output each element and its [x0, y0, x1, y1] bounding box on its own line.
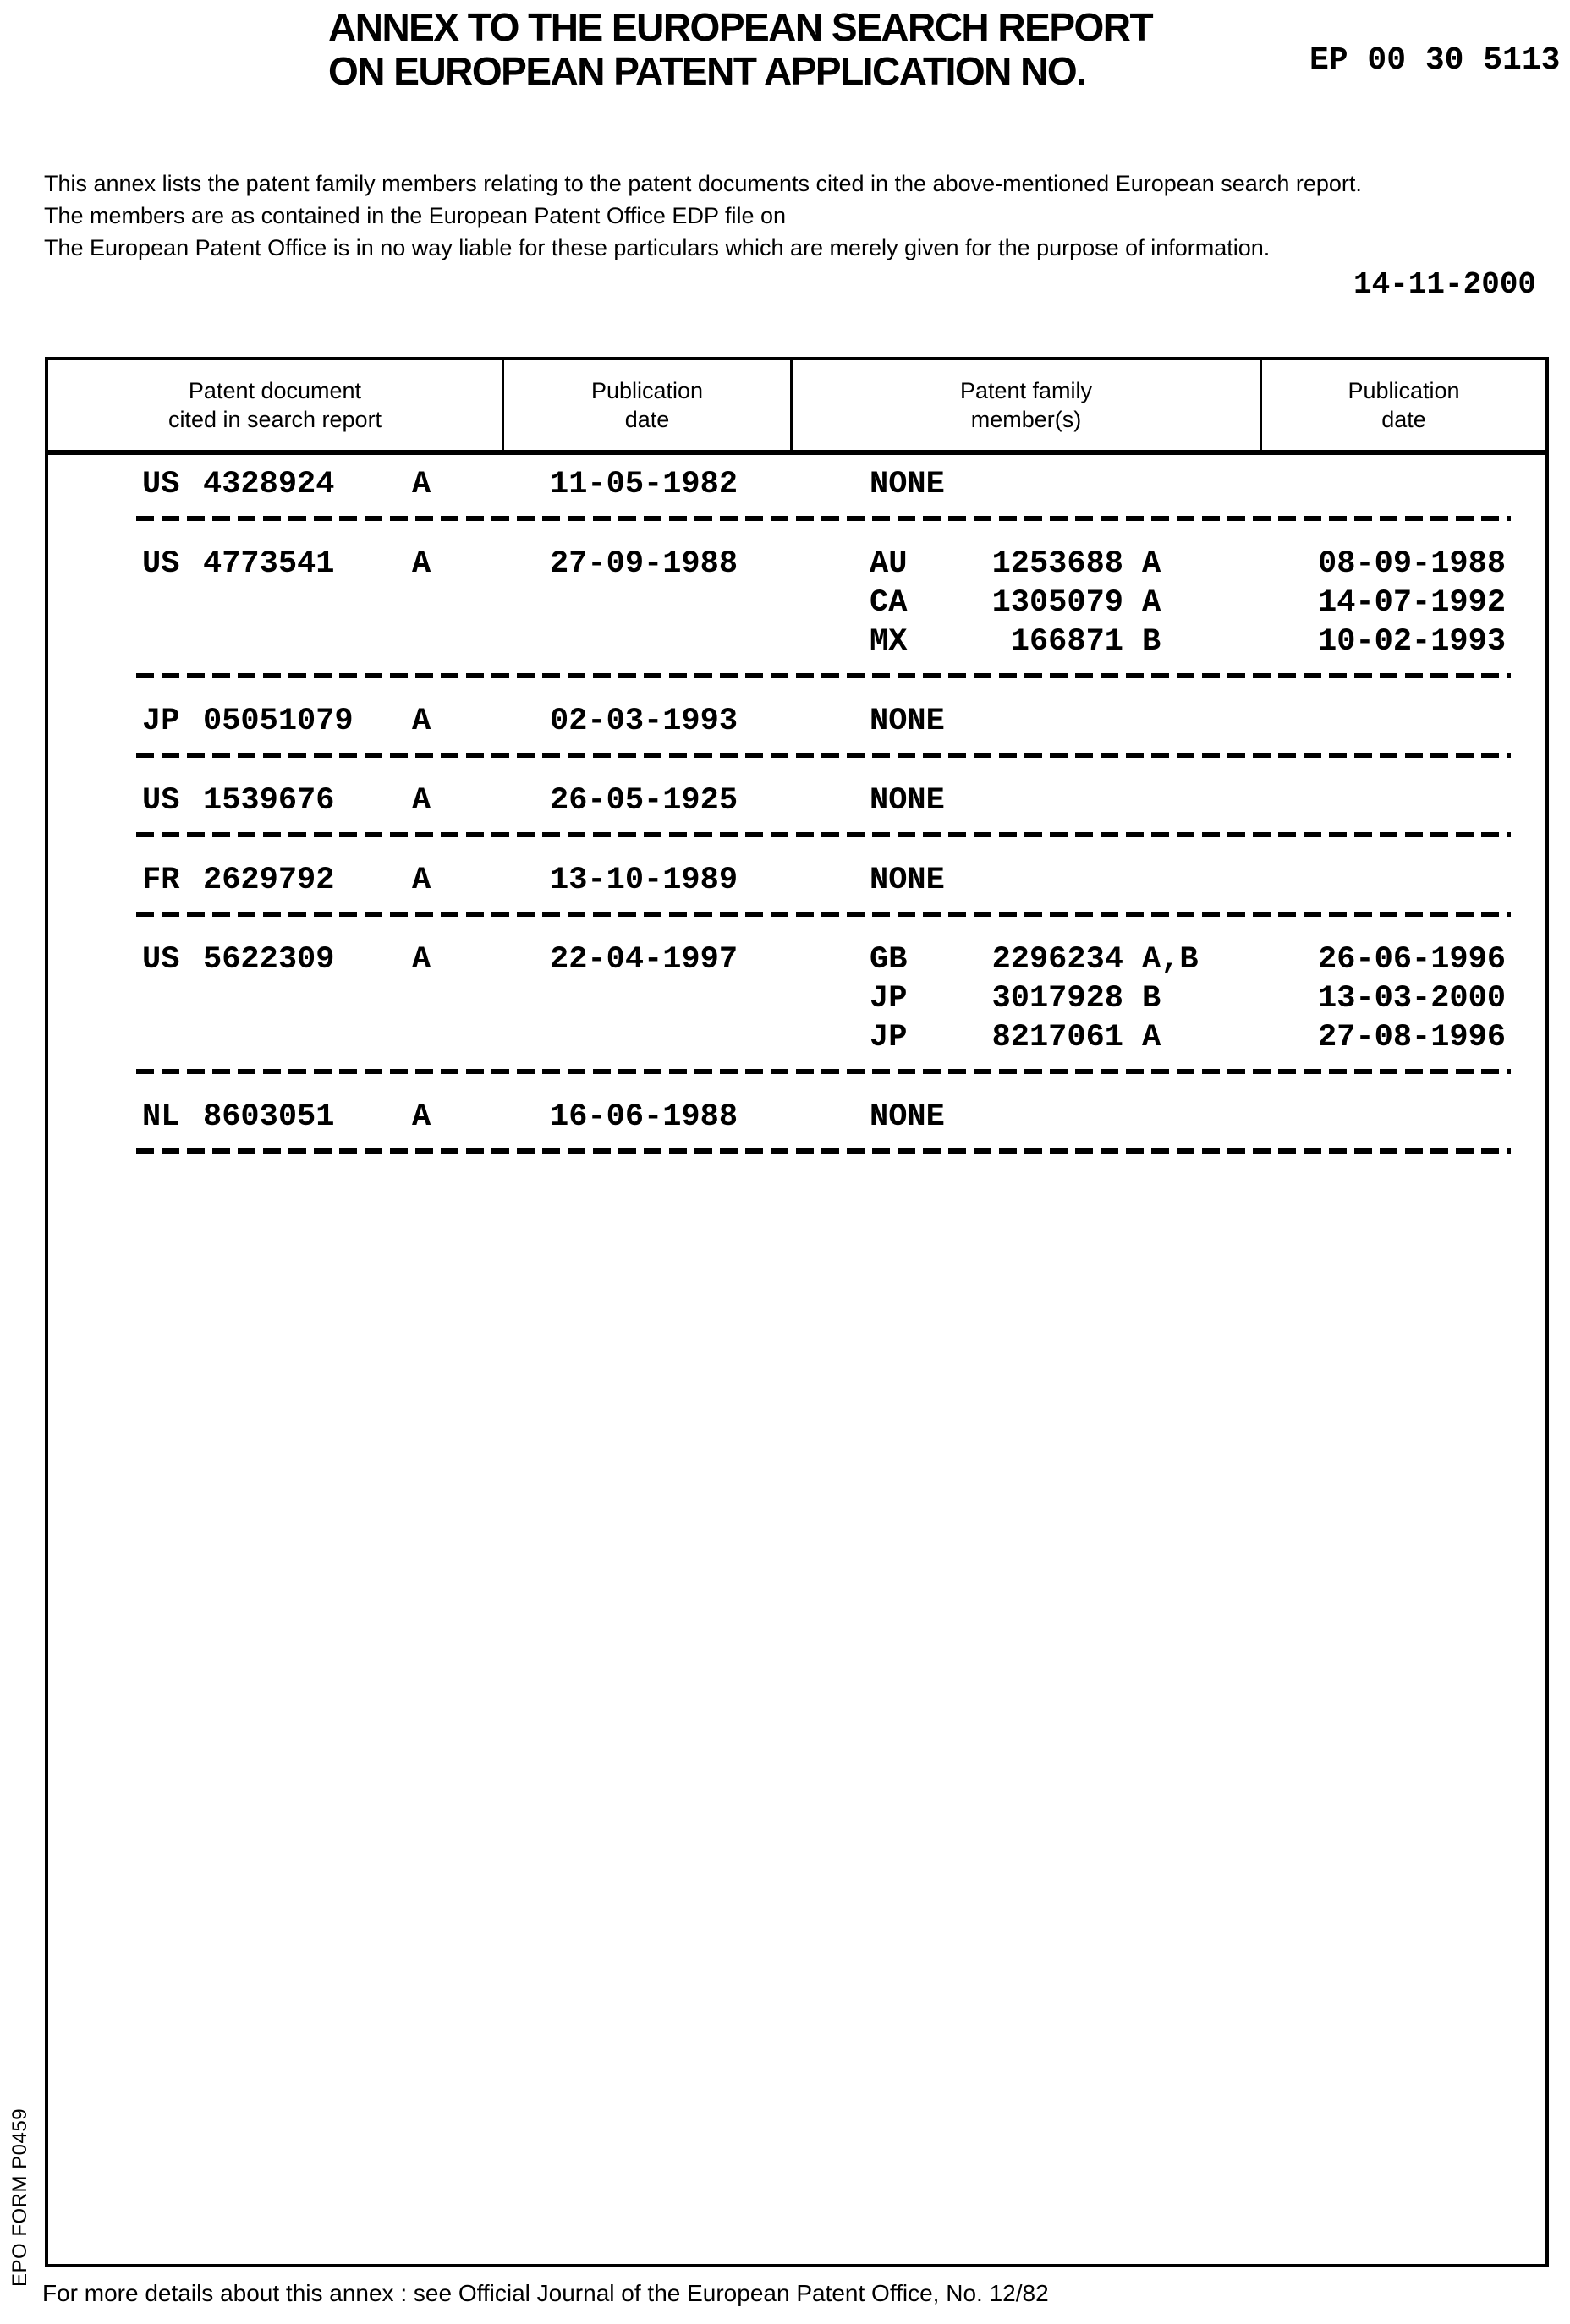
- family-none-label: NONE: [870, 467, 945, 502]
- cited-kind-code: A: [412, 783, 431, 819]
- cited-kind-code: A: [412, 467, 431, 502]
- table-row: [48, 465, 1545, 504]
- table-row: [48, 781, 1545, 820]
- report-date: 14-11-2000: [1353, 267, 1537, 302]
- family-members: [870, 861, 1538, 900]
- column-header-line: member(s): [970, 407, 1082, 432]
- family-members: [870, 465, 1538, 504]
- family-publication-date: 27-08-1996: [1318, 1020, 1507, 1055]
- family-none-label: NONE: [870, 863, 945, 898]
- column-header-line: cited in search report: [167, 407, 382, 432]
- column-header-line: Publication: [590, 378, 704, 403]
- column-header-patent-family: [793, 360, 1262, 450]
- row-separator: [136, 1069, 1511, 1074]
- family-none-label: NONE: [870, 783, 945, 819]
- family-kind-code: B: [1142, 981, 1161, 1017]
- family-line: [870, 1098, 1538, 1137]
- row-separator: [136, 912, 1511, 917]
- epo-form-label: EPO FORM P0459: [8, 2107, 31, 2287]
- family-publication-date: 10-02-1993: [1318, 624, 1507, 660]
- cited-number: 1539676: [203, 783, 335, 819]
- column-header-line: date: [624, 407, 670, 432]
- cited-country: US: [142, 942, 180, 978]
- table-row: [48, 702, 1545, 741]
- row-separator: [136, 832, 1511, 837]
- family-country: AU: [870, 546, 908, 582]
- row-separator: [136, 516, 1511, 521]
- cited-kind-code: A: [412, 704, 431, 739]
- cited-number: 4328924: [203, 467, 335, 502]
- column-header-line: Publication: [1348, 378, 1460, 403]
- document-title-line1: ANNEX TO THE EUROPEAN SEARCH REPORT: [328, 5, 1153, 49]
- family-line: [870, 781, 1538, 820]
- family-none-label: NONE: [870, 1099, 945, 1135]
- family-country: JP: [870, 981, 908, 1017]
- document-title-line2: ON EUROPEAN PATENT APPLICATION NO.: [328, 49, 1086, 93]
- table-body: [48, 455, 1545, 1154]
- family-line: [870, 584, 1538, 622]
- family-line: [870, 702, 1538, 741]
- cited-publication-date: 22-04-1997: [550, 942, 738, 978]
- family-publication-date: 08-09-1988: [1318, 546, 1507, 582]
- family-number: 3017928: [991, 981, 1123, 1017]
- family-publication-date: 26-06-1996: [1318, 942, 1507, 978]
- family-number: 2296234: [991, 942, 1123, 978]
- cited-publication-date: 27-09-1988: [550, 546, 738, 582]
- family-publication-date: 14-07-1992: [1318, 585, 1507, 621]
- table-row: [48, 940, 1545, 1057]
- document-title: [328, 5, 1152, 93]
- family-kind-code: A: [1142, 585, 1161, 621]
- family-none-label: NONE: [870, 704, 945, 739]
- family-number: 8217061: [991, 1020, 1123, 1055]
- family-members: [870, 545, 1538, 661]
- intro-line-2: The members are as contained in the European Patent Office EDP file on: [44, 203, 787, 228]
- family-kind-code: A,B: [1142, 942, 1199, 978]
- column-header-cited-document: [48, 360, 504, 450]
- cited-number: 8603051: [203, 1099, 335, 1135]
- family-line: [870, 622, 1538, 661]
- cited-country: FR: [142, 863, 180, 898]
- family-members: [870, 702, 1538, 741]
- family-number: 166871: [1010, 624, 1123, 660]
- intro-line-3: The European Patent Office is in no way liable for these particulars which are merely given for the purpose of information.: [44, 235, 1271, 260]
- cited-kind-code: A: [412, 1099, 431, 1135]
- cited-number: 05051079: [203, 704, 354, 739]
- row-separator: [136, 673, 1511, 678]
- family-country: JP: [870, 1020, 908, 1055]
- footer-note: For more details about this annex : see Official Journal of the European Patent Office, No. 12/82: [42, 2280, 1049, 2306]
- cited-kind-code: A: [412, 942, 431, 978]
- family-line: [870, 940, 1538, 979]
- family-country: GB: [870, 942, 908, 978]
- table-row: [48, 861, 1545, 900]
- cited-publication-date: 13-10-1989: [550, 863, 738, 898]
- table-row: [48, 545, 1545, 661]
- family-publication-date: 13-03-2000: [1318, 981, 1507, 1017]
- family-members: [870, 781, 1538, 820]
- family-kind-code: B: [1142, 624, 1161, 660]
- family-line: [870, 465, 1538, 504]
- cited-country: NL: [142, 1099, 180, 1135]
- cited-number: 5622309: [203, 942, 335, 978]
- family-kind-code: A: [1142, 1020, 1161, 1055]
- cited-publication-date: 02-03-1993: [550, 704, 738, 739]
- column-header-line: Patent family: [959, 378, 1093, 403]
- table-header-row: [48, 360, 1545, 455]
- family-members: [870, 940, 1538, 1057]
- cited-country: US: [142, 546, 180, 582]
- application-number: EP 00 30 5113: [1309, 42, 1561, 79]
- intro-line-1: This annex lists the patent family members relating to the patent documents cited in the above-mentioned European search report.: [44, 171, 1362, 196]
- family-line: [870, 1018, 1538, 1057]
- family-number: 1305079: [991, 585, 1123, 621]
- cited-country: US: [142, 783, 180, 819]
- family-country: CA: [870, 585, 908, 621]
- cited-publication-date: 11-05-1982: [550, 467, 738, 502]
- table-row: [48, 1098, 1545, 1137]
- column-header-publication-date-2: [1262, 360, 1545, 450]
- cited-number: 4773541: [203, 546, 335, 582]
- column-header-publication-date-1: [504, 360, 793, 450]
- family-kind-code: A: [1142, 546, 1161, 582]
- row-separator: [136, 1148, 1511, 1154]
- family-line: [870, 545, 1538, 584]
- family-country: MX: [870, 624, 908, 660]
- cited-number: 2629792: [203, 863, 335, 898]
- family-members: [870, 1098, 1538, 1137]
- cited-publication-date: 26-05-1925: [550, 783, 738, 819]
- family-line: [870, 979, 1538, 1018]
- cited-publication-date: 16-06-1988: [550, 1099, 738, 1135]
- family-line: [870, 861, 1538, 900]
- column-header-line: Patent document: [188, 378, 362, 403]
- cited-country: US: [142, 467, 180, 502]
- row-separator: [136, 753, 1511, 758]
- cited-kind-code: A: [412, 863, 431, 898]
- intro-paragraph: [44, 167, 1541, 264]
- cited-country: JP: [142, 704, 180, 739]
- family-number: 1253688: [991, 546, 1123, 582]
- patent-family-table: [45, 357, 1549, 2267]
- column-header-line: date: [1381, 407, 1426, 432]
- cited-kind-code: A: [412, 546, 431, 582]
